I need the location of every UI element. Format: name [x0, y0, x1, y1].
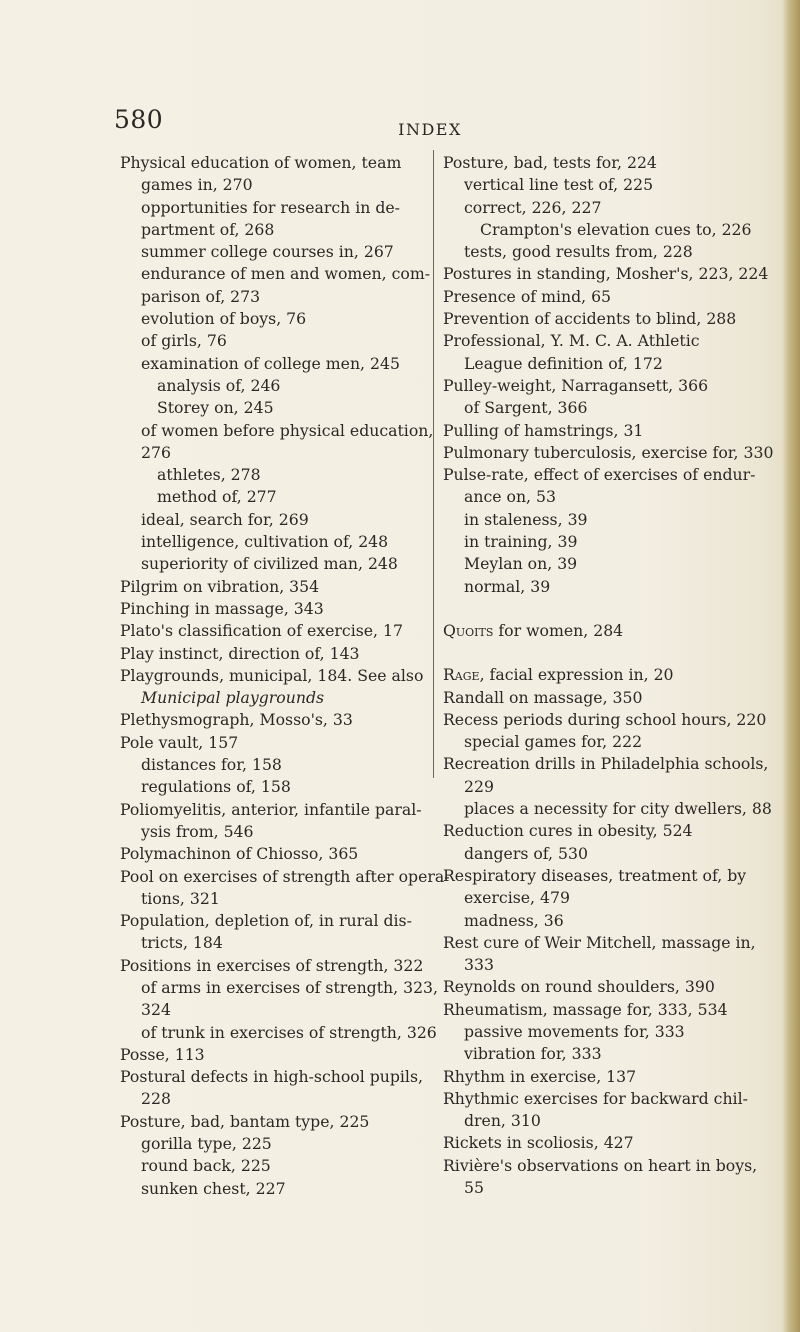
index-entry: tests, good results from, 228 [464, 242, 693, 262]
index-entry: Rage, facial expression in, 20 [443, 665, 674, 685]
index-entry: vertical line test of, 225 [464, 175, 654, 195]
index-entry: Respiratory diseases, treatment of, by [443, 865, 747, 885]
index-entry: Pulmonary tuberculosis, exercise for, 330 [443, 442, 774, 462]
index-entry: gorilla type, 225 [141, 1134, 272, 1154]
index-entry: examination of college men, 245 [141, 353, 400, 373]
index-entry: Pinching in massage, 343 [120, 598, 324, 618]
index-entry: Municipal playgrounds [141, 688, 325, 708]
index-entry: ideal, search for, 269 [141, 509, 309, 529]
index-entry: Playgrounds, municipal, 184. See also [120, 665, 424, 685]
index-entry: places a necessity for city dwellers, 88 [464, 799, 772, 819]
index-entry: 324 [141, 1000, 171, 1020]
index-entry: of girls, 76 [141, 331, 227, 351]
index-entry: Polymachinon of Chiosso, 365 [120, 844, 359, 864]
page-edge [782, 0, 800, 1332]
index-entry: Pulling of hamstrings, 31 [443, 420, 644, 440]
index-entry: Pole vault, 157 [120, 732, 239, 752]
index-entry: Posture, bad, bantam type, 225 [120, 1111, 370, 1131]
index-entry: 229 [464, 776, 494, 796]
index-entry: Population, depletion of, in rural dis- [120, 911, 412, 931]
index-entry: method of, 277 [157, 487, 277, 507]
index-entry: vibration for, 333 [464, 1044, 602, 1064]
index-entry: analysis of, 246 [157, 375, 281, 395]
index-entry: special games for, 222 [464, 732, 643, 752]
index-entry: distances for, 158 [141, 755, 282, 775]
index-entry: superiority of civilized man, 248 [141, 554, 398, 574]
index-entry: of arms in exercises of strength, 323, [141, 977, 439, 997]
index-entry: madness, 36 [464, 910, 564, 930]
index-entry: sunken chest, 227 [141, 1178, 286, 1198]
index-entry: Pool on exercises of strength after opera- [120, 866, 450, 886]
index-entry: intelligence, cultivation of, 248 [141, 532, 389, 552]
index-entry: Presence of mind, 65 [443, 286, 612, 306]
index-entry: round back, 225 [141, 1156, 271, 1176]
index-entry: Posse, 113 [120, 1044, 205, 1064]
index-entry: 333 [464, 955, 494, 975]
index-entry: Quoits for women, 284 [443, 620, 624, 640]
index-entry: Rhythmic exercises for backward chil- [443, 1088, 748, 1108]
index-entry: athletes, 278 [157, 465, 261, 485]
index-entry: opportunities for research in de- [141, 197, 400, 217]
index-entry: of women before physical education, [141, 420, 434, 440]
index-entry: Posture, bad, tests for, 224 [443, 153, 657, 172]
index-entry: Meylan on, 39 [464, 554, 578, 574]
running-head: INDEX [398, 120, 462, 139]
index-entry: passive movements for, 333 [464, 1021, 685, 1041]
index-entry: 276 [141, 442, 171, 462]
index-entry: games in, 270 [141, 175, 253, 195]
index-entry: Pulse-rate, effect of exercises of endur- [443, 465, 756, 485]
index-entry: tricts, 184 [141, 933, 223, 953]
index-entry: Recess periods during school hours, 220 [443, 709, 767, 729]
index-entry: endurance of men and women, com- [141, 264, 431, 284]
page-number: 580 [114, 105, 164, 134]
index-entry: of trunk in exercises of strength, 326 [141, 1022, 437, 1042]
index-entry: ance on, 53 [464, 487, 556, 507]
index-entry: Crampton's elevation cues to, 226 [480, 219, 752, 239]
index-entry: Pilgrim on vibration, 354 [120, 576, 320, 596]
index-entry: Physical education of women, team [120, 153, 402, 172]
index-entry: Rivière's observations on heart in boys, [443, 1155, 758, 1175]
index-entry: summer college courses in, 267 [141, 242, 394, 262]
index-entry: Rhythm in exercise, 137 [443, 1066, 637, 1086]
index-entry: tions, 321 [141, 888, 220, 908]
index-entry: Postures in standing, Mosher's, 223, 224 [443, 264, 769, 284]
index-entry: regulations of, 158 [141, 777, 291, 797]
index-entry: 55 [464, 1178, 484, 1198]
index-entry: Recreation drills in Philadelphia schools, [443, 754, 769, 774]
index-entry: exercise, 479 [464, 888, 570, 908]
index-entry: in staleness, 39 [464, 509, 588, 529]
index-entry: Storey on, 245 [157, 398, 274, 418]
index-entry: 228 [141, 1089, 171, 1109]
index-entry: Positions in exercises of strength, 322 [120, 955, 424, 975]
index-entry: Prevention of accidents to blind, 288 [443, 309, 737, 329]
index-entry: Postural defects in high-school pupils, [120, 1067, 423, 1087]
index-column-right [443, 152, 774, 1199]
index-column-left [120, 152, 450, 1200]
index-entry: dangers of, 530 [464, 843, 588, 863]
index-entry: dren, 310 [464, 1111, 541, 1131]
index-entry: correct, 226, 227 [464, 197, 602, 217]
index-entry: League definition of, 172 [464, 353, 663, 373]
index-entry: Plethysmograph, Mosso's, 33 [120, 710, 353, 730]
index-entry: partment of, 268 [141, 219, 275, 239]
index-entry: parison of, 273 [141, 286, 261, 306]
index-entry: Rheumatism, massage for, 333, 534 [443, 999, 728, 1019]
index-entry: Plato's classification of exercise, 17 [120, 621, 403, 641]
index-entry: Professional, Y. M. C. A. Athletic [443, 331, 700, 351]
index-entry: Randall on massage, 350 [443, 687, 643, 707]
index-entry: Play instinct, direction of, 143 [120, 643, 360, 663]
index-entry: Reynolds on round shoulders, 390 [443, 977, 715, 997]
index-entry: Poliomyelitis, anterior, infantile paral- [120, 799, 422, 819]
index-entry: ysis from, 546 [141, 821, 254, 841]
index-entry: normal, 39 [464, 576, 551, 596]
index-entry: evolution of boys, 76 [141, 309, 307, 329]
index-entry: Rickets in scoliosis, 427 [443, 1133, 634, 1153]
column-divider [433, 150, 434, 778]
index-entry: of Sargent, 366 [464, 398, 588, 418]
index-entry: Reduction cures in obesity, 524 [443, 821, 693, 841]
index-entry: in training, 39 [464, 532, 578, 552]
index-entry: Rest cure of Weir Mitchell, massage in, [443, 932, 756, 952]
index-entry: Pulley-weight, Narragansett, 366 [443, 375, 709, 395]
